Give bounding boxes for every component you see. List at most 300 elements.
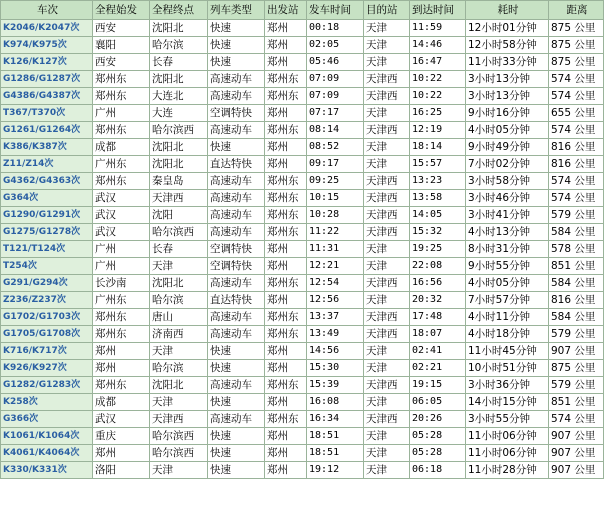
cell-arrival-time: 11:59: [410, 20, 466, 37]
cell-arrival-time: 19:15: [410, 377, 466, 394]
cell-arrival-station: 天津: [364, 37, 410, 54]
cell-terminus: 秦皇岛: [150, 173, 208, 190]
cell-terminus: 天津: [150, 258, 208, 275]
cell-train-type: 高速动车: [208, 377, 265, 394]
cell-arrival-time: 19:25: [410, 241, 466, 258]
cell-duration: 4小时05分钟: [466, 275, 549, 292]
cell-duration: 7小时57分钟: [466, 292, 549, 309]
cell-train-number[interactable]: G1275/G1278次: [1, 224, 93, 241]
cell-origin: 郑州东: [93, 88, 150, 105]
cell-duration: 11小时06分钟: [466, 428, 549, 445]
cell-arrival-station: 天津: [364, 428, 410, 445]
cell-distance: 584 公里: [549, 309, 604, 326]
cell-origin: 襄阳: [93, 37, 150, 54]
cell-origin: 武汉: [93, 224, 150, 241]
cell-departure-station: 郑州: [265, 20, 307, 37]
cell-departure-time: 13:37: [307, 309, 364, 326]
cell-departure-station: 郑州东: [265, 224, 307, 241]
cell-arrival-station: 天津西: [364, 326, 410, 343]
cell-arrival-time: 12:19: [410, 122, 466, 139]
cell-arrival-time: 16:56: [410, 275, 466, 292]
cell-origin: 郑州东: [93, 173, 150, 190]
cell-origin: 郑州东: [93, 377, 150, 394]
cell-arrival-time: 05:28: [410, 445, 466, 462]
cell-arrival-time: 16:47: [410, 54, 466, 71]
table-row: [1, 37, 604, 54]
cell-train-number[interactable]: G1261/G1264次: [1, 122, 93, 139]
cell-origin: 重庆: [93, 428, 150, 445]
cell-departure-station: 郑州东: [265, 377, 307, 394]
table-row: [1, 105, 604, 122]
cell-arrival-time: 17:48: [410, 309, 466, 326]
table-row: [1, 292, 604, 309]
cell-arrival-time: 02:41: [410, 343, 466, 360]
cell-origin: 广州: [93, 105, 150, 122]
cell-origin: 西安: [93, 20, 150, 37]
cell-duration: 9小时55分钟: [466, 258, 549, 275]
cell-arrival-station: 天津西: [364, 411, 410, 428]
cell-train-type: 空调特快: [208, 105, 265, 122]
cell-departure-time: 09:17: [307, 156, 364, 173]
table-row: [1, 343, 604, 360]
cell-origin: 广州东: [93, 292, 150, 309]
cell-arrival-station: 天津西: [364, 207, 410, 224]
cell-departure-time: 18:51: [307, 445, 364, 462]
cell-departure-station: 郑州: [265, 37, 307, 54]
cell-distance: 579 公里: [549, 326, 604, 343]
cell-terminus: 沈阳北: [150, 20, 208, 37]
cell-departure-time: 16:34: [307, 411, 364, 428]
cell-duration: 9小时49分钟: [466, 139, 549, 156]
cell-departure-time: 05:46: [307, 54, 364, 71]
cell-origin: 广州: [93, 258, 150, 275]
cell-train-number[interactable]: G1286/G1287次: [1, 71, 93, 88]
cell-departure-station: 郑州东: [265, 88, 307, 105]
cell-train-type: 快速: [208, 37, 265, 54]
table-row: [1, 122, 604, 139]
cell-departure-station: 郑州东: [265, 122, 307, 139]
cell-origin: 郑州东: [93, 71, 150, 88]
cell-arrival-time: 02:21: [410, 360, 466, 377]
cell-train-number[interactable]: G366次: [1, 411, 93, 428]
cell-origin: 郑州东: [93, 122, 150, 139]
cell-departure-time: 11:31: [307, 241, 364, 258]
cell-arrival-station: 天津西: [364, 377, 410, 394]
cell-terminus: 天津: [150, 462, 208, 479]
cell-duration: 8小时31分钟: [466, 241, 549, 258]
cell-distance: 579 公里: [549, 207, 604, 224]
cell-distance: 851 公里: [549, 394, 604, 411]
cell-train-number[interactable]: K2046/K2047次: [1, 20, 93, 37]
table-row: [1, 258, 604, 275]
cell-arrival-station: 天津: [364, 20, 410, 37]
cell-arrival-station: 天津: [364, 156, 410, 173]
cell-terminus: 唐山: [150, 309, 208, 326]
cell-terminus: 大连北: [150, 88, 208, 105]
cell-departure-time: 07:17: [307, 105, 364, 122]
cell-duration: 11小时45分钟: [466, 343, 549, 360]
table-row: [1, 190, 604, 207]
cell-departure-station: 郑州: [265, 241, 307, 258]
cell-terminus: 哈尔滨西: [150, 428, 208, 445]
cell-train-type: 快速: [208, 139, 265, 156]
cell-origin: 广州: [93, 241, 150, 258]
cell-arrival-time: 14:05: [410, 207, 466, 224]
cell-train-type: 快速: [208, 428, 265, 445]
cell-duration: 4小时11分钟: [466, 309, 549, 326]
cell-train-type: 快速: [208, 445, 265, 462]
cell-terminus: 哈尔滨西: [150, 445, 208, 462]
cell-terminus: 沈阳北: [150, 139, 208, 156]
cell-arrival-station: 天津西: [364, 71, 410, 88]
cell-departure-time: 07:09: [307, 71, 364, 88]
cell-departure-time: 09:25: [307, 173, 364, 190]
cell-arrival-time: 18:07: [410, 326, 466, 343]
cell-train-type: 直达特快: [208, 292, 265, 309]
table-row: [1, 224, 604, 241]
cell-origin: 成都: [93, 394, 150, 411]
cell-distance: 907 公里: [549, 428, 604, 445]
cell-origin: 长沙南: [93, 275, 150, 292]
table-row: [1, 326, 604, 343]
cell-departure-station: 郑州: [265, 360, 307, 377]
cell-departure-station: 郑州: [265, 105, 307, 122]
cell-terminus: 长春: [150, 54, 208, 71]
cell-distance: 875 公里: [549, 20, 604, 37]
cell-arrival-station: 天津西: [364, 224, 410, 241]
cell-arrival-station: 天津: [364, 445, 410, 462]
table-row: [1, 360, 604, 377]
cell-arrival-time: 16:25: [410, 105, 466, 122]
cell-train-type: 快速: [208, 360, 265, 377]
cell-train-number[interactable]: K1061/K1064次: [1, 428, 93, 445]
cell-arrival-station: 天津: [364, 54, 410, 71]
cell-distance: 584 公里: [549, 224, 604, 241]
cell-distance: 875 公里: [549, 54, 604, 71]
cell-train-number[interactable]: K386/K387次: [1, 139, 93, 156]
cell-distance: 816 公里: [549, 139, 604, 156]
cell-duration: 11小时28分钟: [466, 462, 549, 479]
cell-train-number[interactable]: Z11/Z14次: [1, 156, 93, 173]
cell-departure-time: 08:52: [307, 139, 364, 156]
cell-duration: 12小时58分钟: [466, 37, 549, 54]
cell-train-number[interactable]: K258次: [1, 394, 93, 411]
cell-arrival-station: 天津: [364, 462, 410, 479]
cell-arrival-station: 天津: [364, 258, 410, 275]
cell-duration: 4小时18分钟: [466, 326, 549, 343]
cell-arrival-time: 10:22: [410, 88, 466, 105]
cell-arrival-time: 13:58: [410, 190, 466, 207]
header-row: [1, 1, 604, 20]
table-row: [1, 377, 604, 394]
cell-train-number[interactable]: T367/T370次: [1, 105, 93, 122]
cell-departure-station: 郑州: [265, 428, 307, 445]
cell-terminus: 长春: [150, 241, 208, 258]
cell-distance: 907 公里: [549, 462, 604, 479]
cell-train-number[interactable]: G4362/G4363次: [1, 173, 93, 190]
cell-train-type: 直达特快: [208, 156, 265, 173]
cell-arrival-station: 天津: [364, 105, 410, 122]
cell-departure-station: 郑州东: [265, 326, 307, 343]
cell-origin: 西安: [93, 54, 150, 71]
cell-departure-time: 13:49: [307, 326, 364, 343]
cell-origin: 成都: [93, 139, 150, 156]
cell-train-number[interactable]: K974/K975次: [1, 37, 93, 54]
cell-departure-time: 08:14: [307, 122, 364, 139]
table-row: [1, 156, 604, 173]
cell-train-type: 空调特快: [208, 241, 265, 258]
header-departure-station: 出发站: [265, 1, 307, 20]
cell-departure-station: 郑州东: [265, 190, 307, 207]
cell-departure-time: 11:22: [307, 224, 364, 241]
header-train-type: 列车类型: [208, 1, 265, 20]
cell-departure-station: 郑州东: [265, 411, 307, 428]
cell-departure-station: 郑州: [265, 139, 307, 156]
cell-origin: 武汉: [93, 411, 150, 428]
cell-distance: 875 公里: [549, 360, 604, 377]
cell-origin: 郑州: [93, 445, 150, 462]
cell-duration: 14小时15分钟: [466, 394, 549, 411]
cell-train-number[interactable]: K126/K127次: [1, 54, 93, 71]
cell-train-number[interactable]: G1290/G1291次: [1, 207, 93, 224]
cell-origin: 郑州东: [93, 326, 150, 343]
cell-duration: 3小时13分钟: [466, 88, 549, 105]
cell-train-type: 高速动车: [208, 275, 265, 292]
cell-train-number[interactable]: G364次: [1, 190, 93, 207]
cell-distance: 574 公里: [549, 88, 604, 105]
cell-terminus: 沈阳北: [150, 275, 208, 292]
cell-arrival-time: 05:28: [410, 428, 466, 445]
cell-origin: 郑州: [93, 343, 150, 360]
cell-arrival-time: 14:46: [410, 37, 466, 54]
cell-duration: 11小时33分钟: [466, 54, 549, 71]
table-row: [1, 309, 604, 326]
cell-distance: 907 公里: [549, 445, 604, 462]
cell-train-number[interactable]: Z236/Z237次: [1, 292, 93, 309]
table-row: [1, 394, 604, 411]
cell-duration: 3小时13分钟: [466, 71, 549, 88]
cell-terminus: 哈尔滨: [150, 37, 208, 54]
cell-duration: 10小时51分钟: [466, 360, 549, 377]
cell-departure-station: 郑州: [265, 445, 307, 462]
cell-departure-time: 14:56: [307, 343, 364, 360]
cell-duration: 12小时01分钟: [466, 20, 549, 37]
cell-departure-station: 郑州东: [265, 207, 307, 224]
schedule-body: [1, 20, 604, 479]
cell-arrival-station: 天津: [364, 241, 410, 258]
table-row: [1, 241, 604, 258]
cell-departure-station: 郑州东: [265, 309, 307, 326]
cell-distance: 851 公里: [549, 258, 604, 275]
cell-distance: 907 公里: [549, 343, 604, 360]
cell-departure-station: 郑州: [265, 292, 307, 309]
header-origin: 全程始发: [93, 1, 150, 20]
cell-train-number[interactable]: G1702/G1703次: [1, 309, 93, 326]
cell-distance: 579 公里: [549, 377, 604, 394]
table-row: [1, 20, 604, 37]
cell-distance: 574 公里: [549, 411, 604, 428]
cell-duration: 9小时16分钟: [466, 105, 549, 122]
cell-train-type: 高速动车: [208, 122, 265, 139]
cell-terminus: 天津西: [150, 190, 208, 207]
cell-arrival-time: 22:08: [410, 258, 466, 275]
cell-departure-station: 郑州: [265, 54, 307, 71]
cell-arrival-time: 15:57: [410, 156, 466, 173]
cell-terminus: 沈阳北: [150, 377, 208, 394]
cell-arrival-station: 天津: [364, 139, 410, 156]
cell-terminus: 沈阳北: [150, 71, 208, 88]
cell-train-number[interactable]: T121/T124次: [1, 241, 93, 258]
cell-train-type: 高速动车: [208, 88, 265, 105]
cell-train-number[interactable]: K4061/K4064次: [1, 445, 93, 462]
cell-terminus: 哈尔滨西: [150, 122, 208, 139]
cell-train-type: 高速动车: [208, 190, 265, 207]
cell-train-number[interactable]: K330/K331次: [1, 462, 93, 479]
cell-distance: 655 公里: [549, 105, 604, 122]
cell-train-type: 高速动车: [208, 309, 265, 326]
cell-train-type: 快速: [208, 20, 265, 37]
cell-departure-time: 16:08: [307, 394, 364, 411]
cell-duration: 3小时46分钟: [466, 190, 549, 207]
table-row: [1, 428, 604, 445]
cell-departure-time: 12:54: [307, 275, 364, 292]
cell-distance: 816 公里: [549, 156, 604, 173]
cell-train-type: 快速: [208, 394, 265, 411]
cell-distance: 574 公里: [549, 122, 604, 139]
cell-terminus: 沈阳北: [150, 156, 208, 173]
cell-train-number[interactable]: K716/K717次: [1, 343, 93, 360]
cell-terminus: 大连: [150, 105, 208, 122]
table-row: [1, 462, 604, 479]
cell-train-type: 高速动车: [208, 411, 265, 428]
cell-train-type: 高速动车: [208, 224, 265, 241]
cell-arrival-time: 20:32: [410, 292, 466, 309]
cell-departure-time: 00:18: [307, 20, 364, 37]
cell-departure-station: 郑州: [265, 462, 307, 479]
cell-departure-time: 12:21: [307, 258, 364, 275]
cell-arrival-station: 天津西: [364, 122, 410, 139]
table-row: [1, 139, 604, 156]
cell-departure-time: 19:12: [307, 462, 364, 479]
cell-departure-station: 郑州: [265, 343, 307, 360]
cell-train-type: 空调特快: [208, 258, 265, 275]
cell-terminus: 哈尔滨: [150, 292, 208, 309]
cell-arrival-station: 天津西: [364, 275, 410, 292]
cell-train-number[interactable]: T254次: [1, 258, 93, 275]
cell-distance: 584 公里: [549, 275, 604, 292]
cell-terminus: 哈尔滨: [150, 360, 208, 377]
cell-train-number[interactable]: G1705/G1708次: [1, 326, 93, 343]
cell-terminus: 天津西: [150, 411, 208, 428]
table-row: [1, 445, 604, 462]
table-row: [1, 88, 604, 105]
cell-arrival-station: 天津: [364, 343, 410, 360]
cell-distance: 574 公里: [549, 190, 604, 207]
cell-origin: 郑州: [93, 360, 150, 377]
cell-duration: 3小时58分钟: [466, 173, 549, 190]
cell-duration: 4小时13分钟: [466, 224, 549, 241]
cell-departure-time: 15:30: [307, 360, 364, 377]
cell-departure-time: 18:51: [307, 428, 364, 445]
cell-terminus: 沈阳: [150, 207, 208, 224]
cell-distance: 875 公里: [549, 37, 604, 54]
cell-arrival-time: 06:05: [410, 394, 466, 411]
cell-duration: 4小时05分钟: [466, 122, 549, 139]
cell-arrival-time: 10:22: [410, 71, 466, 88]
cell-departure-station: 郑州: [265, 394, 307, 411]
cell-train-type: 快速: [208, 462, 265, 479]
table-row: [1, 173, 604, 190]
cell-arrival-station: 天津西: [364, 309, 410, 326]
cell-terminus: 济南西: [150, 326, 208, 343]
cell-distance: 574 公里: [549, 173, 604, 190]
cell-arrival-time: 18:14: [410, 139, 466, 156]
cell-departure-station: 郑州东: [265, 173, 307, 190]
cell-duration: 3小时41分钟: [466, 207, 549, 224]
cell-train-number[interactable]: G1282/G1283次: [1, 377, 93, 394]
cell-train-number[interactable]: G4386/G4387次: [1, 88, 93, 105]
cell-duration: 3小时36分钟: [466, 377, 549, 394]
cell-departure-station: 郑州东: [265, 275, 307, 292]
cell-train-number[interactable]: K926/K927次: [1, 360, 93, 377]
cell-terminus: 哈尔滨西: [150, 224, 208, 241]
cell-origin: 武汉: [93, 190, 150, 207]
cell-train-type: 快速: [208, 54, 265, 71]
cell-duration: 11小时06分钟: [466, 445, 549, 462]
table-row: [1, 207, 604, 224]
cell-arrival-time: 20:26: [410, 411, 466, 428]
cell-origin: 郑州东: [93, 309, 150, 326]
header-arrival-time: 到达时间: [410, 1, 466, 20]
cell-departure-station: 郑州: [265, 258, 307, 275]
cell-arrival-station: 天津西: [364, 88, 410, 105]
cell-origin: 广州东: [93, 156, 150, 173]
cell-departure-time: 07:09: [307, 88, 364, 105]
cell-train-number[interactable]: G291/G294次: [1, 275, 93, 292]
cell-terminus: 天津: [150, 394, 208, 411]
cell-arrival-time: 15:32: [410, 224, 466, 241]
cell-train-type: 高速动车: [208, 207, 265, 224]
cell-train-type: 高速动车: [208, 326, 265, 343]
cell-terminus: 天津: [150, 343, 208, 360]
cell-arrival-time: 13:23: [410, 173, 466, 190]
header-arrival-station: 目的站: [364, 1, 410, 20]
cell-departure-time: 02:05: [307, 37, 364, 54]
table-row: [1, 54, 604, 71]
cell-origin: 武汉: [93, 207, 150, 224]
cell-departure-time: 12:56: [307, 292, 364, 309]
cell-departure-station: 郑州东: [265, 71, 307, 88]
cell-train-type: 快速: [208, 343, 265, 360]
cell-train-type: 高速动车: [208, 71, 265, 88]
cell-departure-station: 郑州: [265, 156, 307, 173]
cell-distance: 578 公里: [549, 241, 604, 258]
cell-departure-time: 10:15: [307, 190, 364, 207]
cell-arrival-station: 天津西: [364, 173, 410, 190]
cell-train-type: 高速动车: [208, 173, 265, 190]
cell-arrival-station: 天津西: [364, 190, 410, 207]
cell-distance: 816 公里: [549, 292, 604, 309]
cell-duration: 7小时02分钟: [466, 156, 549, 173]
cell-departure-time: 15:39: [307, 377, 364, 394]
table-row: [1, 275, 604, 292]
table-row: [1, 411, 604, 428]
cell-arrival-station: 天津: [364, 292, 410, 309]
header-departure-time: 发车时间: [307, 1, 364, 20]
cell-duration: 3小时55分钟: [466, 411, 549, 428]
cell-distance: 574 公里: [549, 71, 604, 88]
header-duration: 耗时: [466, 1, 549, 20]
